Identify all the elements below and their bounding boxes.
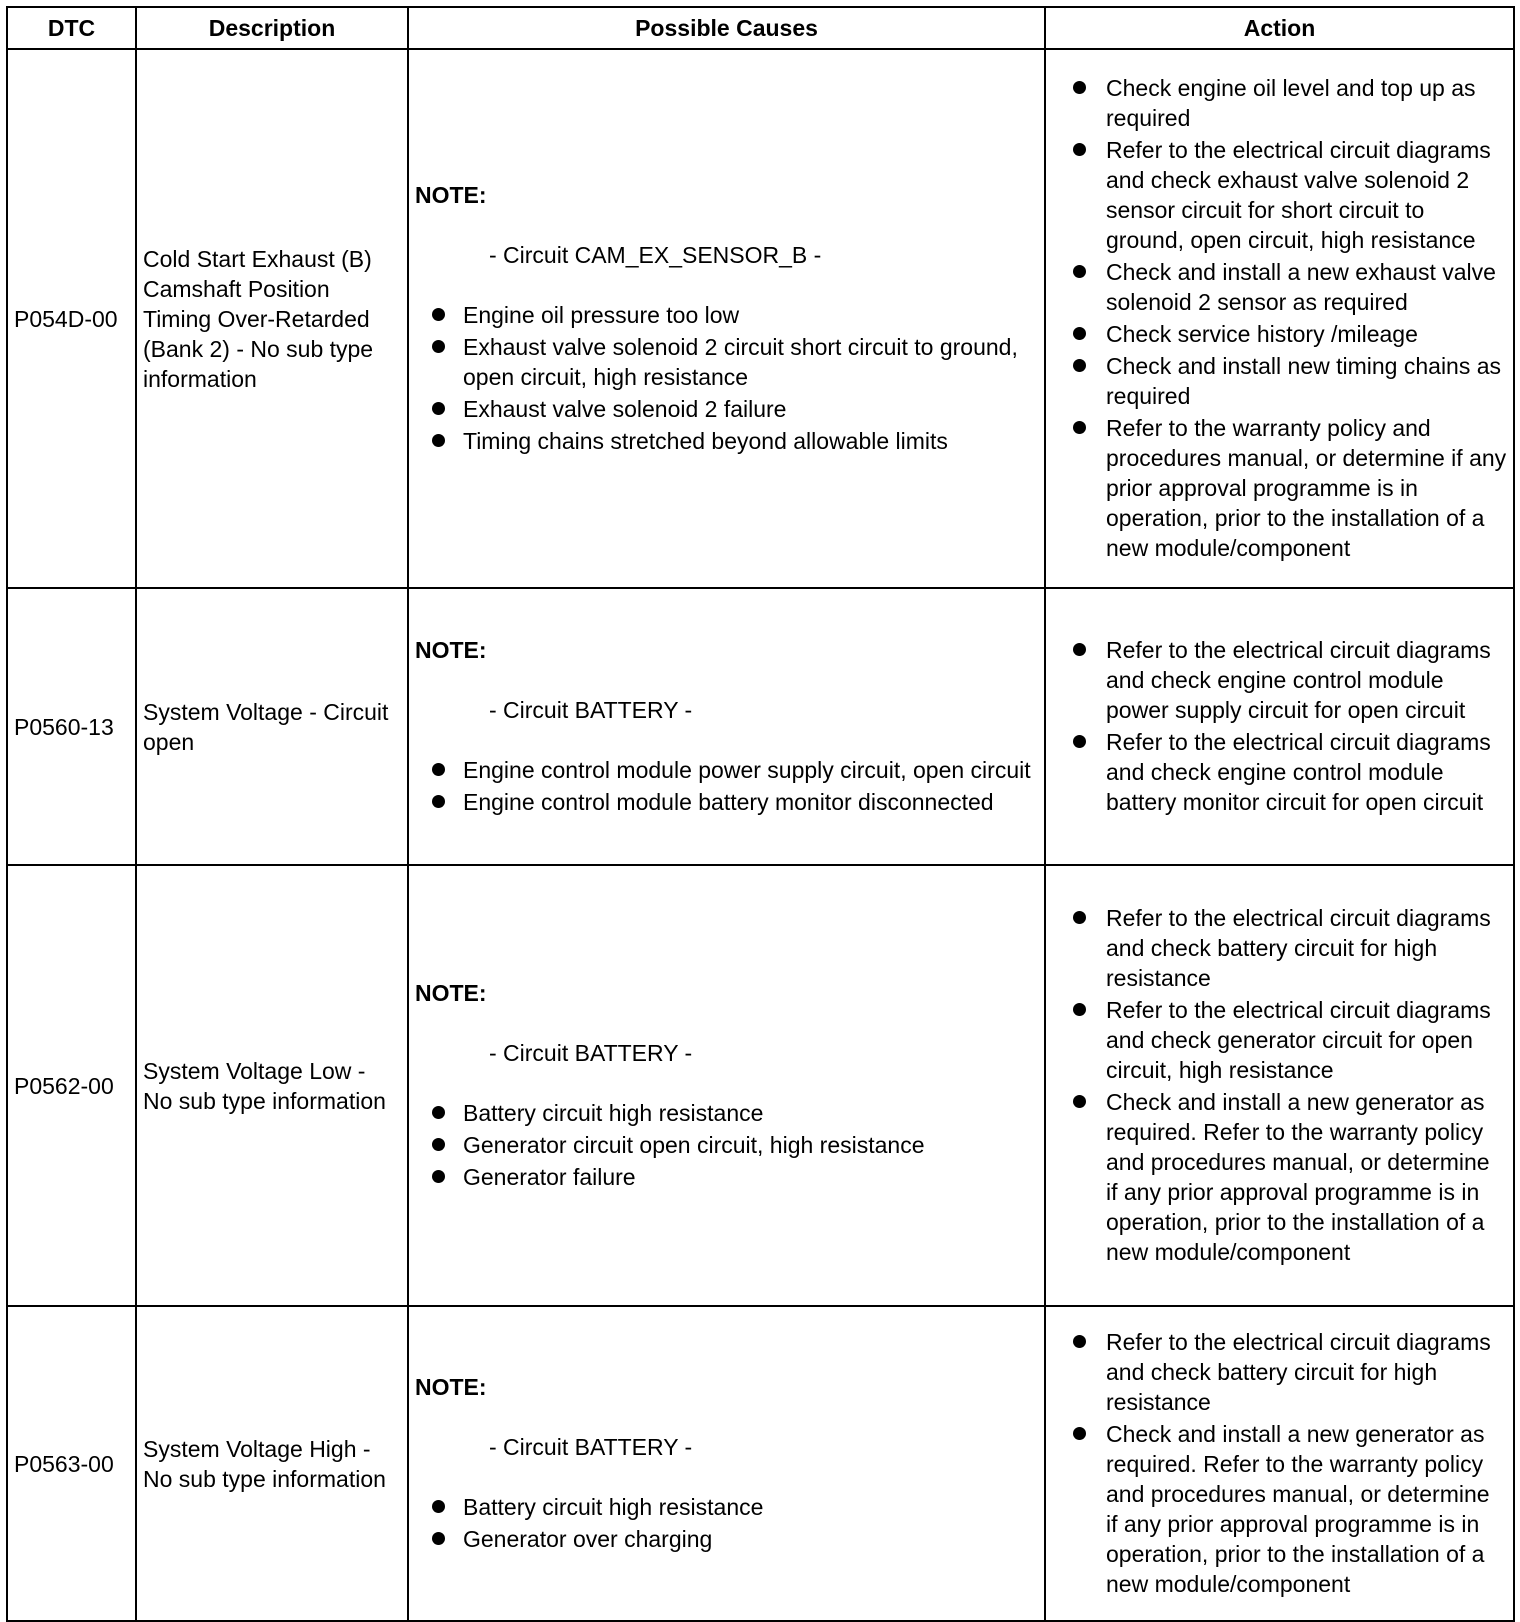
causes-list <box>415 300 1038 456</box>
action-item: Refer to the electrical circuit diagrams and check battery circuit for high resistance <box>1052 903 1507 993</box>
cause-item: Generator circuit open circuit, high resistance <box>415 1130 1038 1160</box>
note-label: NOTE: <box>415 636 487 663</box>
bullet-icon <box>432 795 445 808</box>
actions-cell <box>1045 865 1514 1306</box>
action-item: Refer to the electrical circuit diagrams and check engine control module power supply circuit for open circuit <box>1052 635 1507 725</box>
bullet-icon <box>1073 143 1086 156</box>
bullet-icon <box>432 1106 445 1119</box>
header-dtc: DTC <box>7 7 136 49</box>
cause-item: Generator failure <box>415 1162 1038 1192</box>
action-item: Refer to the electrical circuit diagrams and check engine control module battery monitor circuit for open circuit <box>1052 727 1507 817</box>
actions-list <box>1052 903 1507 1267</box>
dtc-description: System Voltage High - No sub type information <box>136 1306 408 1621</box>
action-item: Check service history /mileage <box>1052 319 1507 349</box>
cause-item: Engine oil pressure too low <box>415 300 1038 330</box>
note-label: NOTE: <box>415 181 487 208</box>
cause-item: Exhaust valve solenoid 2 circuit short circuit to ground, open circuit, high resistance <box>415 332 1038 392</box>
actions-list <box>1052 1327 1507 1599</box>
causes-list <box>415 1492 1038 1554</box>
action-item: Refer to the electrical circuit diagrams and check generator circuit for open circuit, high resistance <box>1052 995 1507 1085</box>
dtc-table <box>6 6 1515 1622</box>
bullet-icon <box>1073 265 1086 278</box>
cause-item: Exhaust valve solenoid 2 failure <box>415 394 1038 424</box>
dtc-code: P0560-13 <box>7 588 136 865</box>
dtc-description: System Voltage - Circuit open <box>136 588 408 865</box>
dtc-description: Cold Start Exhaust (B) Camshaft Position Timing Over-Retarded (Bank 2) - No sub type information <box>136 49 408 588</box>
action-item: Check and install a new generator as required. Refer to the warranty policy and procedures manual, or determine if any prior approval programme is in operation, prior to the installation of a new module/component <box>1052 1087 1507 1267</box>
bullet-icon <box>1073 81 1086 94</box>
action-item: Check and install a new exhaust valve solenoid 2 sensor as required <box>1052 257 1507 317</box>
circuit-name: - Circuit BATTERY - <box>489 1433 693 1460</box>
cause-item: Battery circuit high resistance <box>415 1098 1038 1128</box>
bullet-icon <box>1073 421 1086 434</box>
action-item: Refer to the warranty policy and procedures manual, or determine if any prior approval programme is in operation, prior to the installation of a new module/component <box>1052 413 1507 563</box>
cause-item: Timing chains stretched beyond allowable limits <box>415 426 1038 456</box>
circuit-name: - Circuit CAM_EX_SENSOR_B - <box>489 241 822 268</box>
bullet-icon <box>432 1532 445 1545</box>
cause-item: Battery circuit high resistance <box>415 1492 1038 1522</box>
circuit-name: - Circuit BATTERY - <box>489 696 693 723</box>
bullet-icon <box>1073 911 1086 924</box>
possible-causes-cell <box>408 1306 1045 1621</box>
header-row <box>7 7 1514 49</box>
actions-list <box>1052 73 1507 563</box>
bullet-icon <box>1073 327 1086 340</box>
circuit-name: - Circuit BATTERY - <box>489 1039 693 1066</box>
header-possible-causes: Possible Causes <box>408 7 1045 49</box>
actions-cell <box>1045 1306 1514 1621</box>
header-description: Description <box>136 7 408 49</box>
action-item: Check and install a new generator as required. Refer to the warranty policy and procedures manual, or determine if any prior approval programme is in operation, prior to the installation of a new module/component <box>1052 1419 1507 1599</box>
header-action: Action <box>1045 7 1514 49</box>
causes-list <box>415 1098 1038 1192</box>
actions-cell <box>1045 588 1514 865</box>
bullet-icon <box>432 1138 445 1151</box>
bullet-icon <box>432 763 445 776</box>
dtc-code: P054D-00 <box>7 49 136 588</box>
bullet-icon <box>432 340 445 353</box>
table-row <box>7 588 1514 865</box>
note-label: NOTE: <box>415 1373 487 1400</box>
bullet-icon <box>432 308 445 321</box>
bullet-icon <box>432 434 445 447</box>
possible-causes-cell <box>408 865 1045 1306</box>
dtc-code: P0563-00 <box>7 1306 136 1621</box>
table-row <box>7 865 1514 1306</box>
bullet-icon <box>1073 1427 1086 1440</box>
action-item: Check engine oil level and top up as required <box>1052 73 1507 133</box>
dtc-description: System Voltage Low - No sub type information <box>136 865 408 1306</box>
bullet-icon <box>1073 1003 1086 1016</box>
bullet-icon <box>1073 735 1086 748</box>
action-item: Check and install new timing chains as required <box>1052 351 1507 411</box>
bullet-icon <box>1073 1095 1086 1108</box>
causes-list <box>415 755 1038 817</box>
cause-item: Engine control module power supply circuit, open circuit <box>415 755 1038 785</box>
bullet-icon <box>432 402 445 415</box>
table-row <box>7 49 1514 588</box>
bullet-icon <box>1073 643 1086 656</box>
cause-item: Generator over charging <box>415 1524 1038 1554</box>
bullet-icon <box>432 1500 445 1513</box>
dtc-table-container <box>6 6 1515 1622</box>
bullet-icon <box>432 1170 445 1183</box>
action-item: Refer to the electrical circuit diagrams and check battery circuit for high resistance <box>1052 1327 1507 1417</box>
actions-cell <box>1045 49 1514 588</box>
actions-list <box>1052 635 1507 817</box>
possible-causes-cell <box>408 49 1045 588</box>
dtc-code: P0562-00 <box>7 865 136 1306</box>
bullet-icon <box>1073 1335 1086 1348</box>
table-row <box>7 1306 1514 1621</box>
possible-causes-cell <box>408 588 1045 865</box>
action-item: Refer to the electrical circuit diagrams and check exhaust valve solenoid 2 sensor circuit for short circuit to ground, open circuit, high resistance <box>1052 135 1507 255</box>
bullet-icon <box>1073 359 1086 372</box>
note-label: NOTE: <box>415 979 487 1006</box>
cause-item: Engine control module battery monitor disconnected <box>415 787 1038 817</box>
